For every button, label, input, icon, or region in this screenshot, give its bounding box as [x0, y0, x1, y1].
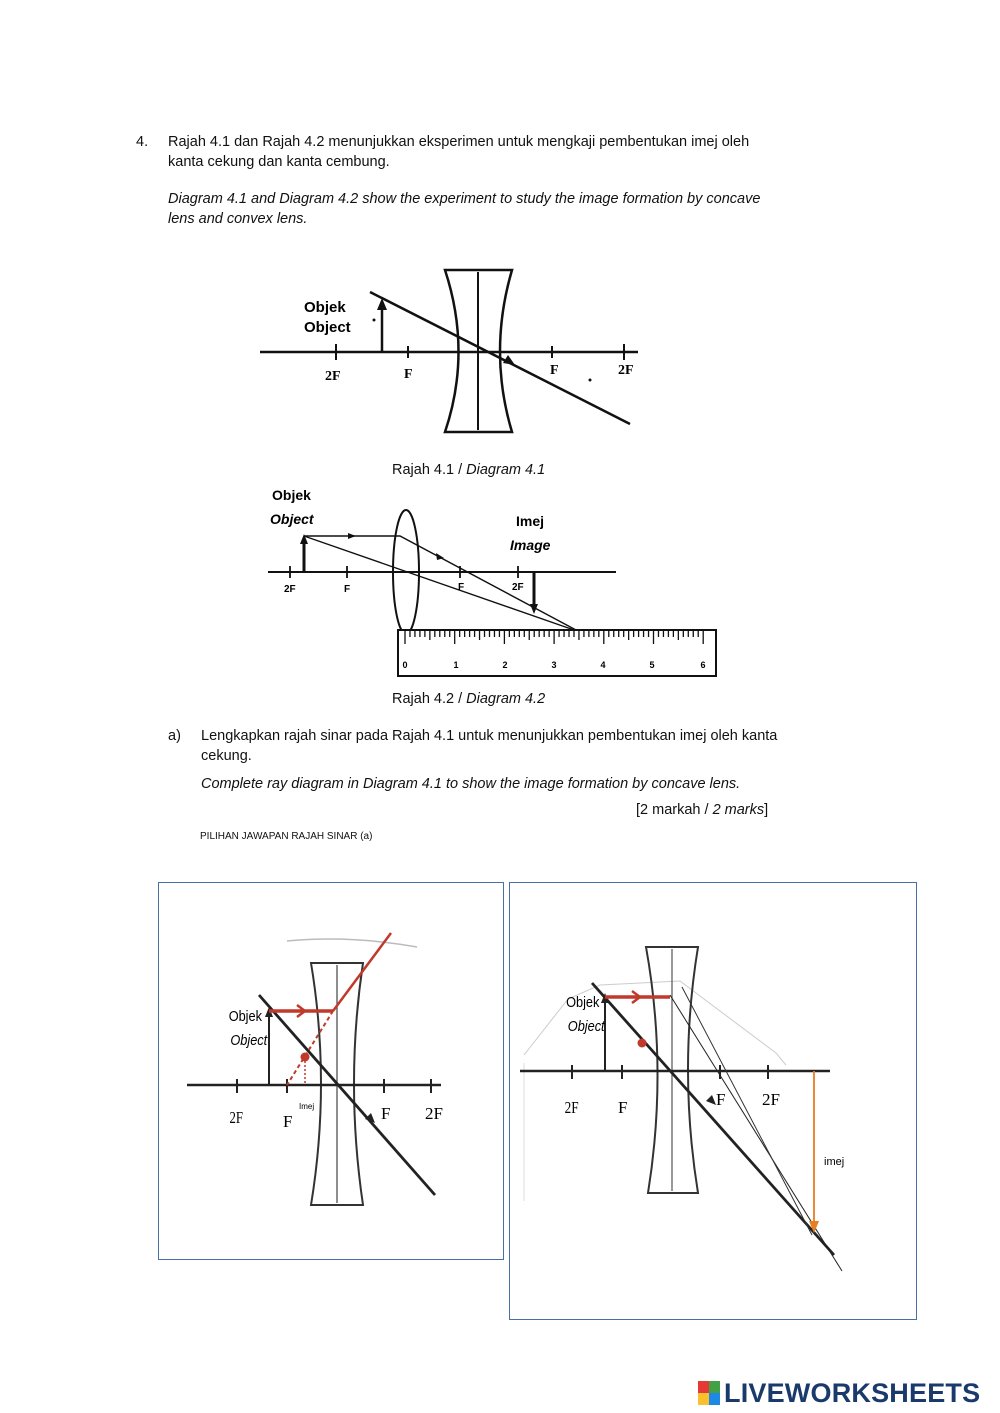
ruler-number: 2	[502, 660, 508, 670]
d2-object-ms: Objek	[272, 487, 311, 503]
ruler-number: 6	[700, 660, 706, 670]
d2-image-en: Image	[510, 537, 551, 553]
opt1-object-en: Object	[230, 1030, 268, 1049]
answer-option-1-diagram	[159, 883, 503, 1259]
question-intro-ms: Rajah 4.1 dan Rajah 4.2 menunjukkan eksperimen untuk mengkaji pembentukan imej oleh kanta cekung dan kanta cembung.	[168, 134, 750, 170]
d1-tick-f-right: F	[550, 363, 559, 378]
opt2-tick-f-right: F	[716, 1090, 726, 1109]
diagram-4-1	[250, 262, 650, 442]
opt2-tick-f-left: F	[618, 1098, 628, 1117]
opt1-tick-2f-right: 2F	[425, 1104, 443, 1123]
d1-tick-2f-left: 2F	[325, 369, 341, 384]
opt2-object-en: Object	[567, 1016, 605, 1035]
question-intro-en: Diagram 4.1 and Diagram 4.2 show the experiment to study the image formation by concave lens and convex lens.	[168, 191, 761, 227]
opt1-object-ms: Objek	[228, 1006, 262, 1025]
question-number: 4.	[136, 134, 149, 150]
diagram-4-1-caption: Rajah 4.1 / Diagram 4.1	[392, 462, 546, 478]
opt2-tick-2f-right: 2F	[762, 1090, 780, 1109]
liveworksheets-logo-icon	[698, 1381, 720, 1405]
d2-tick-f-right: F	[458, 582, 465, 593]
d2-image-ms: Imej	[516, 513, 545, 529]
diagram-4-2	[260, 484, 730, 680]
d1-object-ms: Objek	[304, 299, 346, 316]
ruler-number: 5	[649, 660, 655, 670]
ruler-number: 4	[600, 660, 606, 670]
opt1-tick-f-right: F	[381, 1104, 391, 1123]
d1-object-en: Object	[304, 319, 351, 336]
part-a-text-en: Complete ray diagram in Diagram 4.1 to show the image formation by concave lens.	[201, 776, 741, 792]
part-a-letter: a)	[168, 728, 181, 744]
brand-name: LIVEWORKSHEETS	[724, 1377, 981, 1408]
answer-option-2-diagram	[510, 883, 916, 1319]
liveworksheets-logo[interactable]	[698, 1378, 980, 1408]
d1-tick-2f-right: 2F	[618, 363, 634, 378]
part-a-marks: [2 markah / 2 marks]	[636, 802, 769, 818]
diagram-4-2-caption: Rajah 4.2 / Diagram 4.2	[392, 691, 546, 707]
ruler-number: 3	[551, 660, 557, 670]
opt2-tick-2f-left: 2F	[564, 1098, 579, 1118]
opt2-image-label: imej	[824, 1156, 845, 1168]
ruler-number: 0	[402, 660, 408, 670]
answer-option-1[interactable]	[158, 882, 504, 1260]
opt1-tick-2f-left: 2F	[229, 1109, 243, 1128]
d2-tick-2f-right: 2F	[512, 582, 524, 593]
d2-tick-f-left: F	[344, 584, 351, 595]
answer-options-heading: PILIHAN JAWAPAN RAJAH SINAR (a)	[200, 831, 373, 842]
opt1-image-label: Imej	[299, 1102, 315, 1111]
d2-tick-2f-left: 2F	[284, 584, 296, 595]
d1-tick-f-left: F	[404, 367, 413, 382]
opt1-tick-f-left: F	[283, 1112, 293, 1131]
ruler-number: 1	[453, 660, 459, 670]
d2-object-en: Object	[270, 511, 314, 527]
answer-option-2[interactable]	[509, 882, 917, 1320]
opt2-object-ms: Objek	[566, 992, 600, 1011]
part-a-text-ms: Lengkapkan rajah sinar pada Rajah 4.1 untuk menunjukkan pembentukan imej oleh kanta cekung.	[201, 728, 778, 764]
